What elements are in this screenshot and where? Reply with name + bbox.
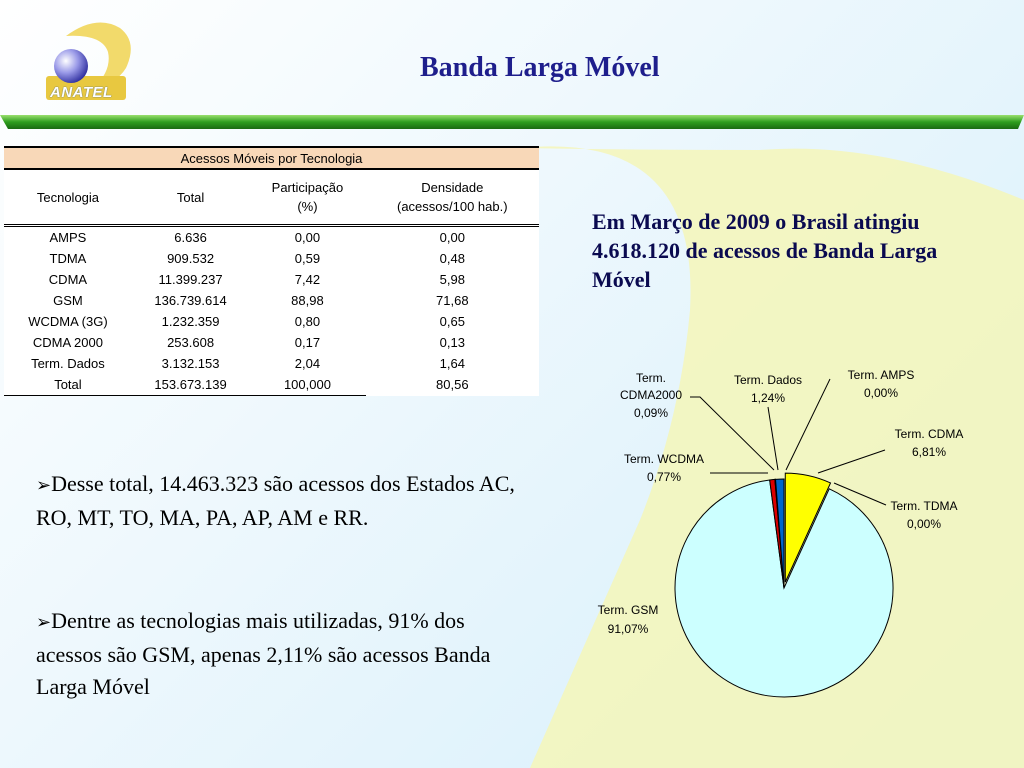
cell-participacao: 0,80: [294, 314, 321, 329]
cell-total: 6.636: [174, 230, 207, 245]
cell-densidade: 0,13: [439, 335, 465, 350]
cell-tecnologia: AMPS: [49, 230, 87, 245]
header-tecnologia: Tecnologia: [4, 169, 132, 226]
bullet-arrow-icon: ➢: [36, 612, 52, 633]
cell-total: 3.132.153: [161, 356, 220, 371]
cell-total: 153.673.139: [132, 374, 249, 396]
cell-densidade: 0,65: [439, 314, 465, 329]
label-gsm-name: Term. GSM: [597, 603, 659, 617]
table-row: [4, 353, 539, 374]
header-densidade-line1: Densidade: [421, 180, 484, 195]
technology-pie-chart: [560, 355, 1000, 715]
cell-participacao: 88,98: [291, 293, 324, 308]
cell-total: 11.399.237: [158, 272, 223, 287]
cell-participacao: 0,59: [294, 251, 321, 266]
cell-tecnologia: Term. Dados: [31, 356, 105, 371]
header-participacao-line2: (%): [297, 199, 318, 214]
cell-total: 909.532: [167, 251, 215, 266]
header-participacao-line1: Participação: [271, 180, 344, 195]
cell-densidade: 0,00: [439, 230, 465, 245]
intro-text: Em Março de 2009 o Brasil atingiu 4.618.120 de acessos de Banda Larga Móvel: [592, 209, 938, 292]
cell-participacao: 7,42: [294, 272, 321, 287]
header-densidade-line2: (acessos/100 hab.): [397, 199, 508, 214]
cell-tecnologia: Total: [4, 374, 132, 396]
label-tdma-value: 0,00%: [906, 517, 942, 531]
cell-tecnologia: CDMA: [48, 272, 88, 287]
table-row: [4, 248, 539, 269]
label-cdma2000-value: 0,09%: [633, 406, 669, 420]
technology-table: [4, 146, 539, 396]
cell-densidade: 71,68: [436, 293, 469, 308]
cell-tecnologia: WCDMA (3G): [28, 314, 108, 329]
table-row: [4, 311, 539, 332]
cell-densidade: 1,64: [439, 356, 465, 371]
label-cdma2000-name-1: Term.: [636, 371, 666, 385]
table-row: [4, 226, 539, 249]
bullet-item: [36, 468, 536, 534]
header-divider: [0, 113, 1024, 133]
leader-line: [818, 450, 885, 473]
table-row: [4, 332, 539, 353]
label-amps-value: 0,00%: [863, 386, 899, 400]
cell-total: 1.232.359: [161, 314, 220, 329]
header-densidade: [366, 169, 539, 226]
cell-total: 253.608: [167, 335, 215, 350]
label-wcdma-name: Term. WCDMA: [624, 452, 704, 466]
table-row: [4, 269, 539, 290]
header-participacao: [249, 169, 365, 226]
cell-tecnologia: CDMA 2000: [32, 335, 103, 350]
table-row: [4, 290, 539, 311]
leader-line: [786, 379, 830, 470]
cell-tecnologia: GSM: [53, 293, 83, 308]
cell-participacao: 0,00: [294, 230, 321, 245]
cell-densidade: 0,48: [439, 251, 465, 266]
table-caption: Acessos Móveis por Tecnologia: [4, 147, 539, 169]
label-amps-name: Term. AMPS: [847, 368, 915, 382]
cell-participacao: 100,000: [249, 374, 365, 396]
label-gsm-value: 91,07%: [607, 622, 649, 636]
logo-text: ANATEL: [50, 84, 113, 101]
label-dados-value: 1,24%: [750, 391, 786, 405]
bullet-text: Dentre as tecnologias mais utilizadas, 91% dos acessos são GSM, apenas 2,11% são acessos Banda Larga Móvel: [36, 608, 491, 699]
bullet-item: [36, 605, 536, 703]
cell-participacao: 0,17: [294, 335, 321, 350]
slide-title: Banda Larga Móvel: [420, 52, 660, 83]
header-total: Total: [132, 169, 249, 226]
bullet-text: Desse total, 14.463.323 são acessos dos Estados AC, RO, MT, TO, MA, PA, AP, AM e RR.: [36, 471, 515, 530]
label-dados-name: Term. Dados: [733, 373, 803, 387]
label-cdma2000-name-2: CDMA2000: [619, 388, 683, 402]
table-total-row: [4, 374, 539, 396]
label-cdma-name: Term. CDMA: [894, 427, 964, 441]
cell-participacao: 2,04: [294, 356, 321, 371]
leader-line: [768, 407, 778, 470]
cell-densidade: 80,56: [436, 377, 469, 393]
cell-tecnologia: TDMA: [49, 251, 87, 266]
label-wcdma-value: 0,77%: [646, 470, 682, 484]
cell-densidade: 5,98: [439, 272, 465, 287]
cell-total: 136.739.614: [154, 293, 227, 308]
bullet-arrow-icon: ➢: [36, 475, 52, 496]
label-cdma-value: 6,81%: [911, 445, 947, 459]
label-tdma-name: Term. TDMA: [890, 499, 958, 513]
